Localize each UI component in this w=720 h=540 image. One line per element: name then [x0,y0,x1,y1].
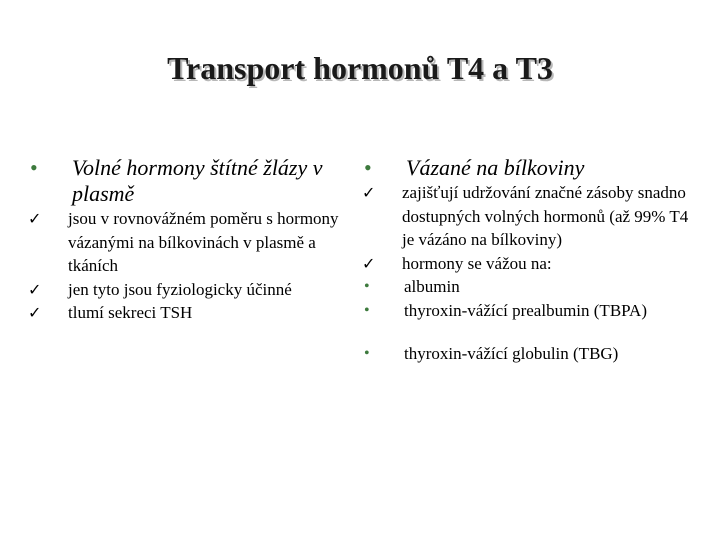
left-heading-text: Volné hormony štítné žlázy v plasmě [72,155,323,206]
right-heading-text: Vázané na bílkoviny [406,155,585,180]
checkmark-icon: ✓ [28,209,42,228]
checkmark-icon: ✓ [28,303,42,322]
bullet-icon: • [364,345,370,362]
slide-title: Transport hormonů T4 a T3 [167,50,553,86]
list-item-text: hormony se vážou na: [402,253,552,273]
list-item-text: zajišťují udržování značné zásoby snadno dostupných volných hormonů (až 99% T4 je vázáno na bílkoviny) [402,183,689,249]
list-item [362,181,702,252]
bullet-icon: • [364,301,370,319]
list-item-text: jsou v rovnovážném poměru s hormony vázanými na bílkovinách v plasmě a tkáních [68,209,339,275]
list-item-text: thyroxin-vážící globulin (TBG) [404,344,619,363]
list-item [362,275,702,299]
list-item-text: thyroxin-vážící prealbumin (TBPA) [404,300,647,320]
checkmark-icon: ✓ [362,253,376,273]
list-item [28,301,358,325]
bullet-icon: • [364,278,370,295]
right-column [362,155,702,366]
checkmark-icon: ✓ [362,183,376,202]
left-list [28,207,358,325]
list-item-text: jen tyto jsou fyziologicky účinné [68,279,292,299]
list-item-text: albumin [404,277,460,296]
checkmark-icon: ✓ [28,279,42,299]
list-item [28,207,358,278]
list-item [362,252,702,276]
list-item [362,342,702,366]
right-list [362,181,702,366]
list-item [362,299,702,323]
right-heading [362,155,702,181]
list-item-text: tlumí sekreci TSH [68,303,193,322]
list-item [28,278,358,302]
bullet-icon: • [364,155,372,180]
bullet-icon: • [30,155,38,180]
left-heading [28,155,358,207]
left-column [28,155,358,325]
